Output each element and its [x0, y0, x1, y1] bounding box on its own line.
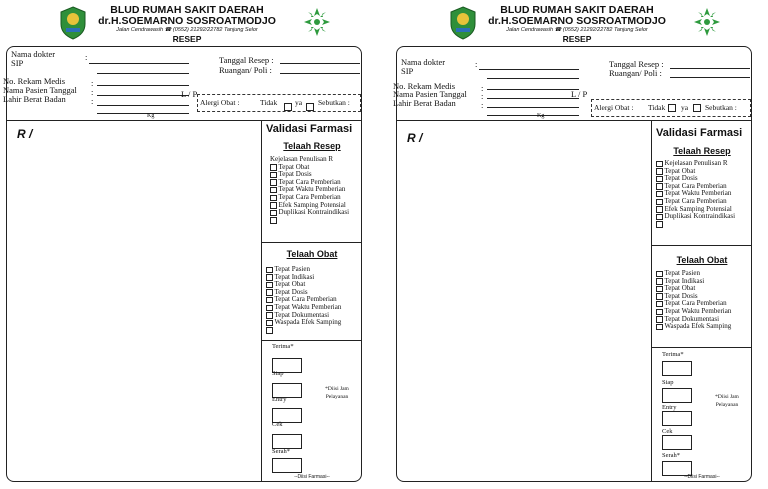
drug-review-list — [266, 266, 341, 334]
prescription-review-title: Telaah Resep — [283, 141, 341, 151]
mr-field[interactable] — [487, 89, 579, 90]
hospital-address: Jalan Cendrawasih ☎ (0552) 21292/22782 Tanjung Selor — [506, 27, 648, 33]
list-item[interactable]: Tepat Waktu Pemberian — [266, 304, 341, 312]
checkbox — [656, 286, 663, 293]
allergy-no-label: Tidak — [648, 103, 666, 112]
checkbox — [656, 316, 663, 323]
list-item[interactable]: Tepat Indikasi — [656, 278, 731, 286]
pharmacy-validation-panel — [261, 121, 362, 482]
checkbox — [656, 161, 663, 168]
allergy-label: Alergi Obat : — [200, 98, 240, 107]
doctor-label: Nama dokter — [11, 49, 56, 59]
date-label: Tanggal Resep : — [219, 55, 274, 65]
service-time-note: *Diisi Jam Pelayanan — [325, 386, 349, 400]
pharmacy-footer: --Diisi Farmasi-- — [684, 474, 720, 480]
list-item[interactable]: Tepat Waktu Pemberian — [656, 190, 735, 198]
step-receive-label: Terima* — [272, 343, 294, 350]
checkbox — [656, 278, 663, 285]
sex-label: L / P — [181, 89, 198, 99]
checkbox — [656, 183, 663, 190]
allergy-no-checkbox[interactable] — [668, 104, 676, 112]
step-receive-label: Terima* — [662, 351, 684, 358]
checkbox — [270, 202, 277, 209]
room-field[interactable] — [280, 73, 360, 74]
checkbox — [656, 301, 663, 308]
allergy-yes-label: ya — [295, 98, 303, 107]
list-item[interactable]: Tepat Obat — [656, 285, 731, 293]
form-header — [6, 2, 368, 46]
room-label: Ruangan/ Poli : — [609, 68, 662, 78]
list-item[interactable]: Tepat Cara Pemberian — [656, 183, 735, 191]
list-item[interactable]: Tepat Indikasi — [266, 274, 341, 282]
allergy-specify-label: Sebutkan : — [318, 98, 350, 107]
allergy-no-label: Tidak — [260, 98, 278, 107]
sex-label: L / P — [571, 89, 588, 99]
allergy-yes-checkbox[interactable] — [693, 104, 701, 112]
hospital-doctor-name: dr.H.SOEMARNO SOSROATMODJO — [98, 15, 276, 27]
list-item[interactable]: Tepat Waktu Pemberian — [656, 308, 731, 316]
room-label: Ruangan/ Poli : — [219, 65, 272, 75]
checkbox — [270, 164, 277, 171]
list-item[interactable]: Tepat Waktu Pemberian — [270, 186, 349, 194]
allergy-no-checkbox[interactable] — [284, 103, 292, 111]
step-check-box[interactable] — [662, 435, 692, 450]
patient-field[interactable] — [97, 95, 189, 96]
list-item[interactable]: Tepat Dokumentasi — [656, 316, 731, 324]
list-item[interactable]: Tepat Cara Pemberian — [270, 194, 349, 202]
checkbox — [266, 320, 273, 327]
hospital-name: BLUD RUMAH SAKIT DAERAH — [500, 4, 654, 16]
birth-label: Lahir Berat Badan — [3, 94, 66, 104]
step-ready-label: Siap — [272, 370, 284, 377]
list-item[interactable]: Tepat Obat — [270, 164, 349, 172]
step-handover-label: Serah* — [662, 452, 681, 459]
list-item[interactable]: Efek Samping Potensial — [656, 206, 735, 214]
birth-field[interactable] — [97, 105, 189, 106]
birth-field[interactable] — [487, 107, 579, 108]
step-check-box[interactable] — [272, 434, 302, 449]
step-entry-box[interactable] — [662, 411, 692, 426]
list-item[interactable]: Kejelasan Penulisan R — [656, 160, 735, 168]
checkbox — [656, 309, 663, 316]
patient-label: Nama Pasien Tanggal — [3, 85, 77, 95]
hospital-address: Jalan Cendrawasih ☎ (0552) 21292/22782 Tanjung Selor — [116, 27, 258, 33]
form-frame — [3, 46, 362, 482]
sip-field[interactable] — [487, 78, 579, 79]
list-item[interactable] — [266, 327, 341, 335]
list-item[interactable] — [656, 221, 735, 229]
allergy-yes-checkbox[interactable] — [306, 103, 314, 111]
hospital-logo-icon — [692, 6, 722, 40]
checkbox — [266, 297, 273, 304]
checkbox — [656, 191, 663, 198]
pharmacy-footer: --Diisi Farmasi-- — [294, 474, 330, 480]
checkbox — [656, 199, 663, 206]
step-handover-box[interactable] — [272, 458, 302, 473]
patient-label: Nama Pasien Tanggal — [393, 89, 467, 99]
step-ready-box[interactable] — [662, 388, 692, 403]
pharmacy-validation-title: Validasi Farmasi — [266, 123, 353, 135]
patient-info-section: Nama dokter : SIP Tanggal Resep : Ruangan/ Poli : No. Rekam Medis : Nama Pasien Tanggal : L / P Lahir Berat Badan : Kg Alergi Obat : Tidak ya Sebutkan : — [7, 47, 361, 121]
allergy-label: Alergi Obat : — [594, 103, 634, 112]
step-entry-label: Entry — [662, 404, 677, 411]
prescription-review-list — [656, 160, 735, 228]
list-item[interactable]: Tepat Obat — [656, 168, 735, 176]
prescription-review-list — [270, 156, 349, 224]
checkbox — [656, 206, 663, 213]
checkbox — [656, 324, 663, 331]
checkbox — [266, 289, 273, 296]
recipe-symbol: R / — [407, 131, 423, 145]
list-item[interactable]: Tepat Pasien — [656, 270, 731, 278]
checkbox — [656, 221, 663, 228]
doctor-field[interactable] — [479, 69, 579, 70]
sip-field[interactable] — [97, 73, 189, 74]
checkbox — [270, 210, 277, 217]
step-check-label: Cek — [662, 428, 673, 435]
checkbox — [656, 176, 663, 183]
drug-review-title: Telaah Obat — [286, 249, 338, 259]
doctor-field[interactable] — [89, 63, 189, 64]
list-item[interactable]: Waspada Efek Samping — [656, 323, 731, 331]
checkbox — [270, 172, 277, 179]
form-title: RESEP — [562, 34, 592, 44]
list-item[interactable]: Tepat Pasien — [266, 266, 341, 274]
sip-label: SIP — [11, 58, 24, 68]
checkbox — [656, 293, 663, 300]
weight-unit: Kg — [147, 113, 155, 119]
patient-info-section: Nama dokter : SIP Tanggal Resep : Ruangan/ Poli : No. Rekam Medis : Nama Pasien Tanggal : L / P Lahir Berat Badan : Kg Alergi Obat : Tidak ya Sebutkan : — [397, 47, 751, 121]
checkbox — [266, 274, 273, 281]
sip-label: SIP — [401, 66, 414, 76]
prescription-form-left — [3, 0, 368, 489]
drug-review-title: Telaah Obat — [676, 255, 728, 265]
list-item[interactable]: Duplikasi Kontraindikasi — [270, 209, 349, 217]
list-item[interactable]: Duplikasi Kontraindikasi — [656, 213, 735, 221]
mr-label: No. Rekam Medis — [3, 76, 66, 86]
checkbox — [656, 214, 663, 221]
step-handover-label: Serah* — [272, 448, 291, 455]
doctor-label: Nama dokter — [401, 57, 446, 67]
pharmacy-validation-title: Validasi Farmasi — [656, 127, 743, 139]
list-item[interactable]: Tepat Cara Pemberian — [270, 179, 349, 187]
list-item[interactable]: Tepat Cara Pemberian — [656, 300, 731, 308]
prescription-form-right — [393, 0, 758, 489]
allergy-yes-label: ya — [681, 103, 689, 112]
mr-field[interactable] — [97, 85, 189, 86]
list-item[interactable]: Tepat Obat — [266, 281, 341, 289]
list-item[interactable]: Tepat Cara Pemberian — [656, 198, 735, 206]
service-time-note: *Diisi Jam Pelayanan — [715, 394, 739, 408]
checkbox — [266, 327, 273, 334]
list-item[interactable]: Tepat Dosis — [656, 293, 731, 301]
list-item[interactable]: Efek Samping Potensial — [270, 202, 349, 210]
birth-label: Lahir Berat Badan — [393, 98, 456, 108]
prescription-review-title: Telaah Resep — [673, 146, 731, 156]
list-item[interactable]: Tepat Dosis — [266, 289, 341, 297]
date-field[interactable] — [280, 63, 360, 64]
form-header — [396, 2, 758, 46]
step-entry-label: Entry — [272, 396, 287, 403]
form-title: RESEP — [172, 34, 202, 44]
checkbox — [266, 312, 273, 319]
list-item[interactable]: Tepat Dosis — [270, 171, 349, 179]
list-item[interactable]: Tepat Cara Pemberian — [266, 296, 341, 304]
date-field[interactable] — [670, 68, 750, 69]
list-item[interactable]: Tepat Dosis — [656, 175, 735, 183]
hospital-doctor-name: dr.H.SOEMARNO SOSROATMODJO — [488, 15, 666, 27]
drug-review-list — [656, 270, 731, 331]
list-item: Kejelasan Penulisan R — [270, 155, 333, 163]
date-label: Tanggal Resep : — [609, 59, 664, 69]
patient-field[interactable] — [487, 98, 579, 99]
step-ready-label: Siap — [662, 379, 674, 386]
pharmacy-validation-panel — [651, 121, 752, 482]
checkbox — [656, 168, 663, 175]
allergy-box — [197, 94, 361, 112]
checkbox — [270, 195, 277, 202]
checkbox — [270, 179, 277, 186]
hospital-logo-icon — [302, 6, 332, 40]
form-frame — [393, 46, 752, 482]
weight-field[interactable] — [487, 115, 579, 116]
checkbox — [266, 282, 273, 289]
recipe-symbol: R / — [17, 127, 33, 141]
weight-field[interactable] — [97, 113, 189, 114]
allergy-specify-label: Sebutkan : — [705, 103, 737, 112]
list-item[interactable]: Tepat Dokumentasi — [266, 312, 341, 320]
mr-label: No. Rekam Medis — [393, 81, 456, 91]
weight-unit: Kg — [537, 113, 545, 119]
checkbox — [270, 187, 277, 194]
list-item[interactable]: Waspada Efek Samping — [266, 319, 341, 327]
step-receive-box[interactable] — [662, 361, 692, 376]
hospital-name: BLUD RUMAH SAKIT DAERAH — [110, 4, 264, 16]
checkbox — [656, 271, 663, 278]
list-item[interactable] — [270, 217, 349, 225]
room-field[interactable] — [670, 77, 750, 78]
checkbox — [266, 305, 273, 312]
allergy-box — [591, 99, 751, 117]
checkbox — [270, 217, 277, 224]
checkbox — [266, 267, 273, 274]
step-check-label: Cek — [272, 421, 283, 428]
